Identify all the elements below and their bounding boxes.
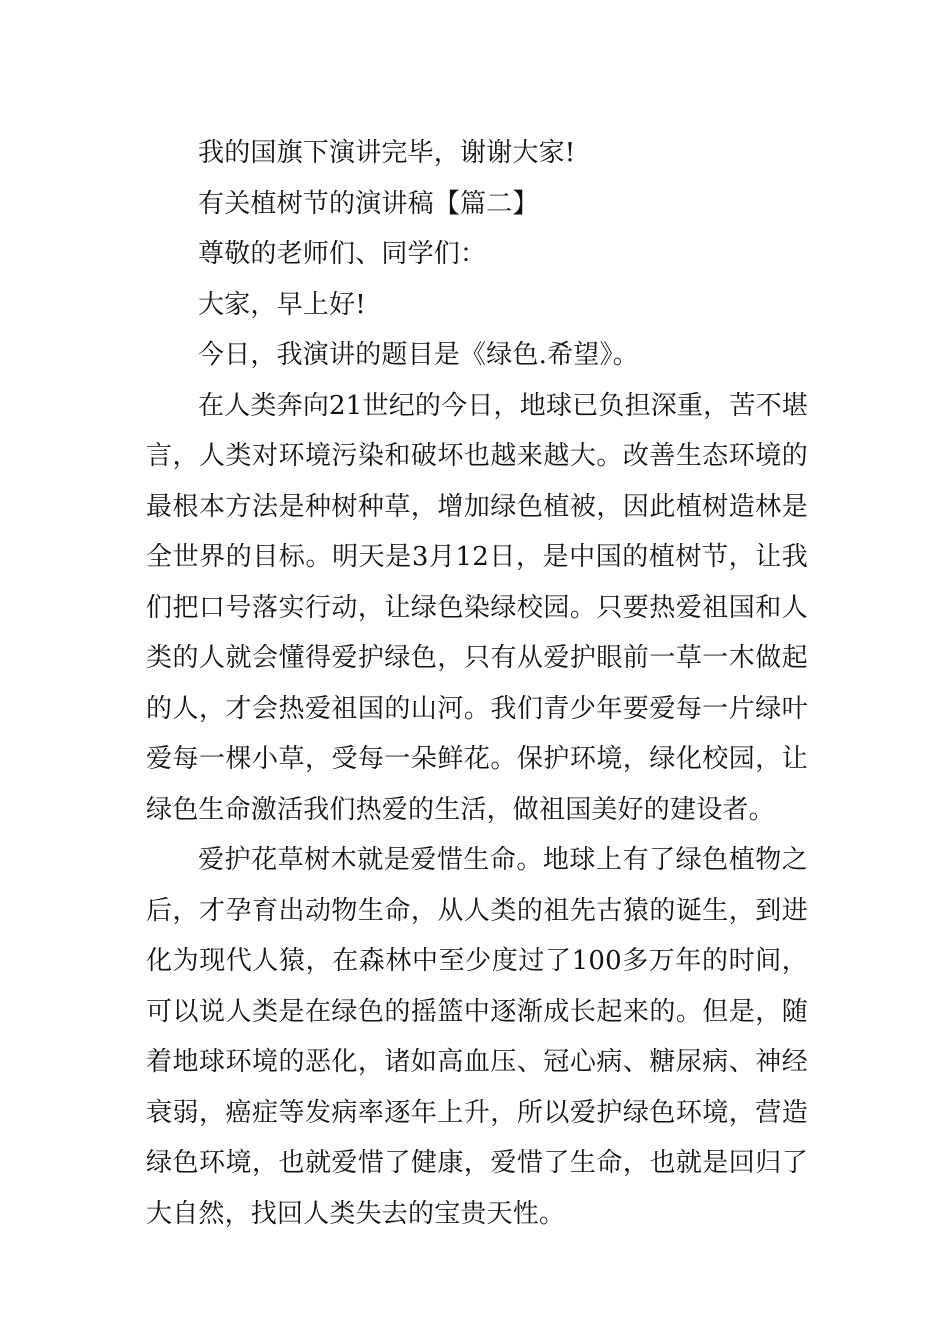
greeting: 大家，早上好! [198,289,366,320]
speech-topic: 今日，我演讲的题目是《绿色.希望》。 [198,340,639,370]
document-body [146,128,808,1239]
closing-line: 我的国旗下演讲完毕，谢谢大家! [198,138,576,168]
body-paragraph: 在人类奔向21世纪的今日，地球已负担深重，苦不堪言，人类对环境污染和破坏也越来越大。改善生态环境的最根本方法是种树种草，增加绿色植被，因此植树造林是全世界的目标。明天是3月12日，是中国的植树节，让我们把口号落实行动，让绿色染绿校园。只要热爱祖国和人类的人就会懂得爱护绿色，只有从爱护眼前一草一木做起的人，才会热爱祖国的山河。我们青少年要爱每一片绿叶爱每一棵小草，受每一朵鲜花。保护环境，绿化校园，让绿色生命激活我们热爱的生活，做祖国美好的建设者。 [146,390,808,825]
body-paragraph: 爱护花草树木就是爱惜生命。地球上有了绿色植物之后，才孕育出动物生命，从人类的祖先古猿的诞生，到进化为现代人猿，在森林中至少度过了100多万年的时间，可以说人类是在绿色的摇篮中逐渐成长起来的。但是，随着地球环境的恶化，诸如高血压、冠心病、糖尿病、神经衰弱，癌症等发病率逐年上升，所以爱护绿色环境，营造绿色环境，也就爱惜了健康，爱惜了生命，也就是回归了大自然，找回人类失去的宝贵天性。 [146,845,808,1229]
salutation: 尊敬的老师们、同学们： [198,239,487,269]
section-title: 有关植树节的演讲稿【篇二】 [198,188,539,219]
